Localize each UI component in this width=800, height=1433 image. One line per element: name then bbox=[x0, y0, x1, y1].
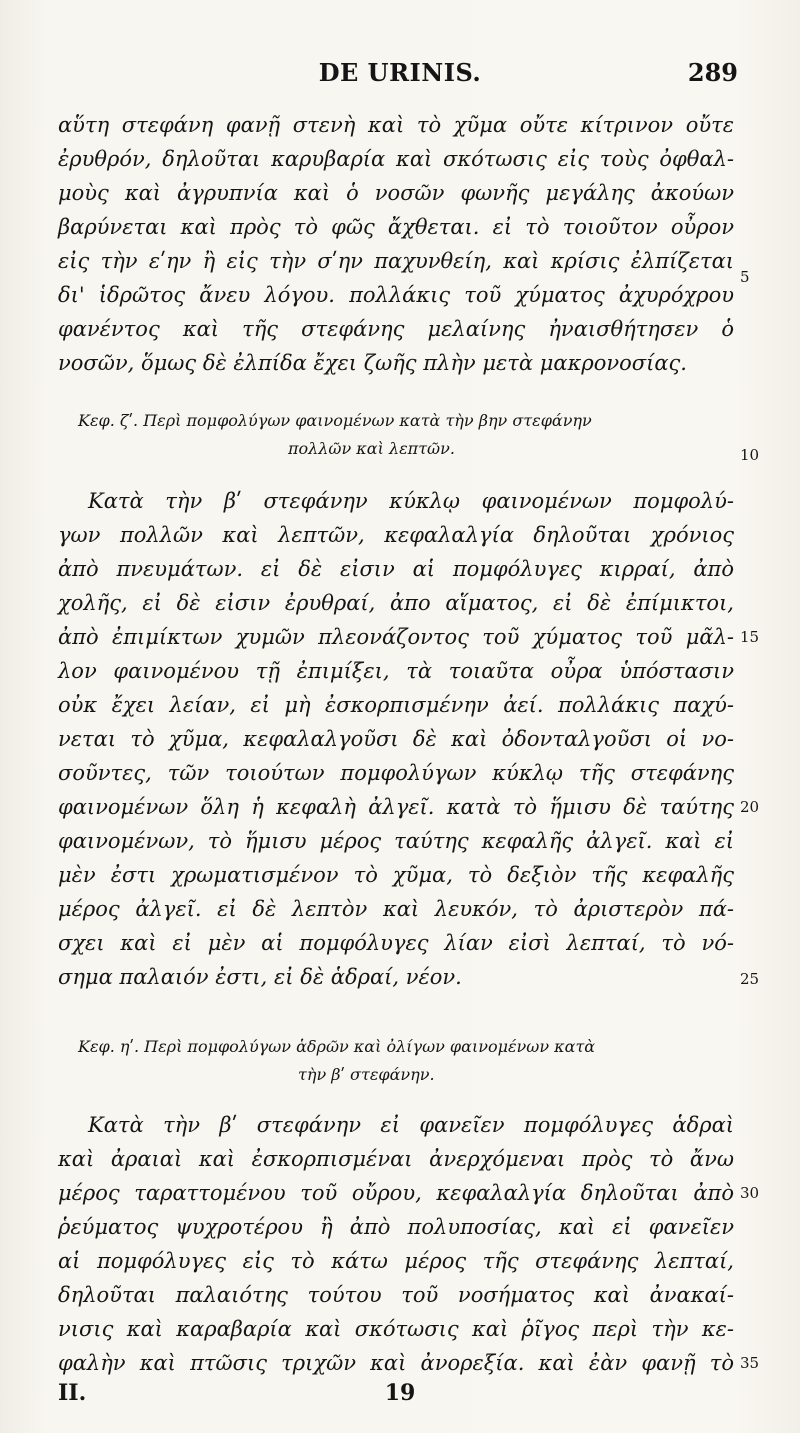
text-line: οὐκ ἔχει λείαν, εἰ μὴ ἐσκορπισμένην ἀεί. πολλάκις παχύ- bbox=[58, 693, 734, 717]
text-line: ἀπὸ πνευμάτων. εἰ δὲ εἰσιν αἱ πομφόλυγες κιρραί, ἀπὸ bbox=[58, 557, 734, 581]
margin-line-number: 25 bbox=[740, 970, 760, 988]
margin-line-number: 35 bbox=[740, 1354, 760, 1372]
margin-line-number: 15 bbox=[740, 628, 760, 646]
margin-line-number: 5 bbox=[740, 268, 750, 286]
text-line: χολῆς, εἰ δὲ εἰσιν ἐρυθραί, ἀπο αἵματος, εἰ δὲ ἐπίμικτοι, bbox=[58, 591, 734, 615]
text-line: γων πολλῶν καὶ λεπτῶν, κεφαλαλγία δηλοῦται χρόνιος bbox=[58, 523, 734, 547]
text-line: νισις καὶ καραβαρία καὶ σκότωσις καὶ ῥῖγος περὶ τὴν κε- bbox=[58, 1317, 734, 1341]
chapter-heading: Κεφ. ζʹ. Περὶ πομφολύγων φαινομένων κατὰ τὴν βην στεφάνην bbox=[78, 411, 592, 430]
text-line: Κατὰ τὴν βʹ στεφάνην κύκλῳ φαινομένων πομφολύ- bbox=[88, 489, 734, 513]
chapter-heading-cont: τὴν βʹ στεφάνην. bbox=[298, 1065, 435, 1084]
page-number: 289 bbox=[687, 58, 738, 87]
margin-line-number: 20 bbox=[740, 798, 760, 816]
text-line: φαινομένων, τὸ ἥμισυ μέρος ταύτης κεφαλῆς ἀλγεῖ. καὶ εἰ bbox=[58, 829, 734, 853]
text-line: ἐρυθρόν, δηλοῦται καρυβαρία καὶ σκότωσις εἰς τοὺς ὀφθαλ- bbox=[58, 147, 734, 171]
text-line: βαρύνεται καὶ πρὸς τὸ φῶς ἄχθεται. εἰ τὸ τοιοῦτον οὖρον bbox=[58, 215, 734, 239]
text-line: μὲν ἐστι χρωματισμένον τὸ χῦμα, τὸ δεξιὸν τῆς κεφαλῆς bbox=[58, 863, 734, 887]
sheet-number: 19 bbox=[384, 1380, 416, 1406]
text-line: μοὺς καὶ ἀγρυπνία καὶ ὁ νοσῶν φωνῆς μεγάλης ἀκούων bbox=[58, 181, 734, 205]
text-line: σχει καὶ εἰ μὲν αἱ πομφόλυγες λίαν εἰσὶ λεπταί, τὸ νό- bbox=[58, 931, 734, 955]
text-line: Κατὰ τὴν βʹ στεφάνην εἰ φανεῖεν πομφόλυγες ἁδραὶ bbox=[88, 1113, 734, 1137]
text-line: καὶ ἀραιαὶ καὶ ἐσκορπισμέναι ἀνερχόμεναι πρὸς τὸ ἄνω bbox=[58, 1147, 734, 1171]
text-line: μέρος ταραττομένου τοῦ οὔρου, κεφαλαλγία δηλοῦται ἀπὸ bbox=[58, 1181, 734, 1205]
text-line: νεται τὸ χῦμα, κεφαλαλγοῦσι δὲ καὶ ὀδονταλγοῦσι οἱ νο- bbox=[58, 727, 734, 751]
page-header bbox=[0, 58, 800, 92]
chapter-heading: Κεφ. ηʹ. Περὶ πομφολύγων ἁδρῶν καὶ ὀλίγων φαινομένων κατὰ bbox=[78, 1037, 596, 1056]
text-line: φαινομένων ὅλη ἡ κεφαλὴ ἀλγεῖ. κατὰ τὸ ἥμισυ δὲ ταύτης bbox=[58, 795, 734, 819]
text-line: ῥεύματος ψυχροτέρου ἢ ἀπὸ πολυποσίας, καὶ εἰ φανεῖεν bbox=[58, 1215, 734, 1239]
text-line: δηλοῦται παλαιότης τούτου τοῦ νοσήματος καὶ ἀνακαί- bbox=[58, 1283, 734, 1307]
signature-mark: II. bbox=[58, 1380, 87, 1406]
text-line: μέρος ἀλγεῖ. εἰ δὲ λεπτὸν καὶ λευκόν, τὸ ἀριστερὸν πά- bbox=[58, 897, 734, 921]
margin-line-number: 10 bbox=[740, 446, 760, 464]
text-line: αἱ πομφόλυγες εἰς τὸ κάτω μέρος τῆς στεφάνης λεπταί, bbox=[58, 1249, 734, 1273]
text-line: ἀπὸ ἐπιμίκτων χυμῶν πλεονάζοντος τοῦ χύματος τοῦ μᾶλ- bbox=[58, 625, 734, 649]
text-line: δι' ἱδρῶτος ἄνευ λόγου. πολλάκις τοῦ χύματος ἀχυρόχρου bbox=[58, 283, 734, 307]
text-line: σοῦντες, τῶν τοιούτων πομφολύγων κύκλῳ τῆς στεφάνης bbox=[58, 761, 734, 785]
text-line: νοσῶν, ὅμως δὲ ἐλπίδα ἔχει ζωῆς πλὴν μετὰ μακρονοσίας. bbox=[58, 351, 687, 375]
text-line: λον φαινομένου τῇ ἐπιμίξει, τὰ τοιαῦτα οὖρα ὑπόστασιν bbox=[58, 659, 734, 683]
running-head: DE URINIS. bbox=[318, 58, 482, 87]
text-line: σημα παλαιόν ἐστι, εἰ δὲ ἁδραί, νέον. bbox=[58, 965, 462, 989]
chapter-heading-cont: πολλῶν καὶ λεπτῶν. bbox=[288, 439, 455, 458]
margin-line-number: 30 bbox=[740, 1184, 760, 1202]
text-line: φανέντος καὶ τῆς στεφάνης μελαίνης ἠναισθήτησεν ὁ bbox=[58, 317, 734, 341]
text-line: φαλὴν καὶ πτῶσις τριχῶν καὶ ἀνορεξία. καὶ ἐὰν φανῇ τὸ bbox=[58, 1351, 734, 1375]
text-line: αὕτη στεφάνη φανῇ στενὴ καὶ τὸ χῦμα οὔτε κίτρινον οὔτε bbox=[58, 113, 734, 137]
text-line: εἰς τὴν εʹην ἢ εἰς τὴν σʹην παχυνθείη, καὶ κρίσις ἐλπίζεται bbox=[58, 249, 734, 273]
